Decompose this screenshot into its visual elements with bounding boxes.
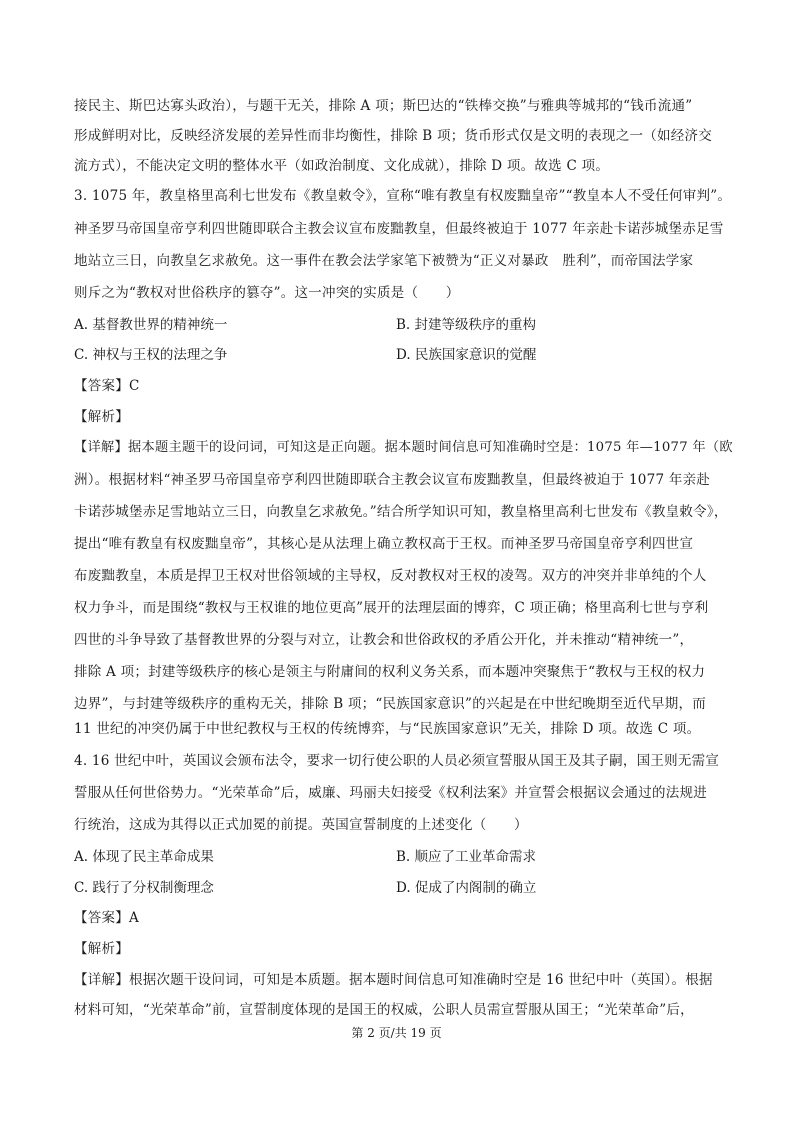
q4-option-a: A. 体现了民主革命成果 bbox=[74, 849, 214, 865]
q3-option-c: C. 神权与王权的法理之争 bbox=[74, 347, 228, 363]
q4-option-d: D. 促成了内阁制的确立 bbox=[396, 880, 537, 896]
q3-analysis-line: 四世的斗争导致了基督教世界的分裂与对立，让教会和世俗政权的矛盾公开化，并未推动“精神统一”， bbox=[74, 632, 694, 648]
q3-analysis-line: 11 世纪的冲突仍属于中世纪教权与王权的传统博弈，与“民族国家意识”无关，排除 D 项。故选 C 项。 bbox=[74, 721, 701, 737]
q3-stem-line: 地站立三日，向教皇乞求赦免。这一事件在教会法学家笔下被赞为“正义对暴政 胜利”，而帝国法学家 bbox=[74, 253, 694, 269]
q3-analysis-line: 【详解】据本题主题干的设问词，可知这是正向题。据本题时间信息可知准确时空是：1075 年—1077 年（欧 bbox=[74, 440, 733, 455]
q3-analysis-line: 边界”，与封建等级秩序的重构无关，排除 B 项；“民族国家意识”的兴起是在中世纪晚期至近代早期，而 bbox=[74, 696, 706, 712]
q4-option-c: C. 践行了分权制衡理念 bbox=[74, 880, 214, 896]
page-footer: 第 2 页/共 19 页 bbox=[351, 1026, 442, 1040]
q3-stem-line: 则斥之为“教权对世俗秩序的篡夺”。这一冲突的实质是（ ） bbox=[74, 285, 460, 301]
q3-option-d: D. 民族国家意识的觉醒 bbox=[396, 347, 537, 363]
q3-analysis-line: 权力争斗，而是围绕“教权与王权谁的地位更高”展开的法理层面的博弈，C 项正确；格里高利七世与亨利 bbox=[74, 600, 709, 616]
q4-option-b: B. 顺应了工业革命需求 bbox=[396, 849, 537, 865]
q2-analysis-line: 形成鲜明对比，反映经济发展的差异性而非均衡性，排除 B 项；货币形式仅是文明的表现之一（如经济交 bbox=[74, 128, 713, 144]
q2-analysis-line: 接民主、斯巴达寡头政治），与题干无关，排除 A 项；斯巴达的“铁棒交换”与雅典等城邦的“钱币流通” bbox=[74, 98, 693, 114]
q3-analysis-line: 布废黜教皇，本质是捍卫王权对世俗领域的主导权，反对教权对王权的凌驾。双方的冲突并非单纯的个人 bbox=[74, 568, 707, 584]
q4-stem-line: 行统治，这成为其得以正式加冕的前提。英国宣誓制度的上述变化（ ） bbox=[74, 817, 528, 833]
q4-stem-line: 4. 16 世纪中叶，英国议会颁布法令，要求一切行使公职的人员必须宣誓服从国王及其子嗣，国王则无需宣 bbox=[74, 753, 720, 769]
q4-answer: 【答案】A bbox=[74, 910, 139, 926]
q3-answer: 【答案】C bbox=[74, 378, 140, 394]
q4-stem-line: 誓服从任何世俗势力。“光荣革命”后，威廉、玛丽夫妇接受《权利法案》并宣誓会根据议会通过的法规进 bbox=[74, 785, 708, 801]
q4-analysis-label: 【解析】 bbox=[74, 941, 129, 957]
q2-analysis-line: 流方式），不能决定文明的整体水平（如政治制度、文化成就），排除 D 项。故选 C 项。 bbox=[74, 158, 610, 174]
q4-analysis-line: 材料可知，“光荣革命”前，宣誓制度体现的是国王的权威，公职人员需宣誓服从国王；“光荣革命”后， bbox=[74, 1002, 694, 1018]
q3-analysis-line: 卡诺莎城堡赤足雪地站立三日，向教皇乞求赦免。”结合所学知识可知，教皇格里高利七世发布《教皇敕令》， bbox=[74, 504, 728, 520]
q3-analysis-line: 排除 A 项；封建等级秩序的核心是领主与附庸间的权利义务关系，而本题冲突聚焦于“教权与王权的权力 bbox=[74, 664, 706, 680]
q3-option-b: B. 封建等级秩序的重构 bbox=[396, 317, 537, 333]
q3-analysis-label: 【解析】 bbox=[74, 409, 129, 425]
q4-analysis-line: 【详解】根据次题干设问词，可知是本质题。据本题时间信息可知准确时空是 16 世纪中叶（英国）。根据 bbox=[74, 972, 713, 988]
q3-option-a: A. 基督教世界的精神统一 bbox=[74, 317, 228, 333]
q3-stem-line: 3. 1075 年，教皇格里高利七世发布《教皇敕令》，宣称“唯有教皇有权废黜皇帝”“教皇本人不受任何审判”。 bbox=[74, 188, 732, 204]
q3-analysis-line: 洲）。根据材料“神圣罗马帝国皇帝亨利四世随即联合主教会议宣布废黜教皇，但最终被迫于 1077 年亲赴 bbox=[74, 472, 711, 488]
q3-analysis-line: 提出“唯有教皇有权废黜皇帝”，其核心是从法理上确立教权高于王权。而神圣罗马帝国皇帝亨利四世宣 bbox=[74, 536, 694, 552]
q3-stem-line: 神圣罗马帝国皇帝亨利四世随即联合主教会议宣布废黜教皇，但最终被迫于 1077 年亲赴卡诺莎城堡赤足雪 bbox=[74, 221, 724, 237]
